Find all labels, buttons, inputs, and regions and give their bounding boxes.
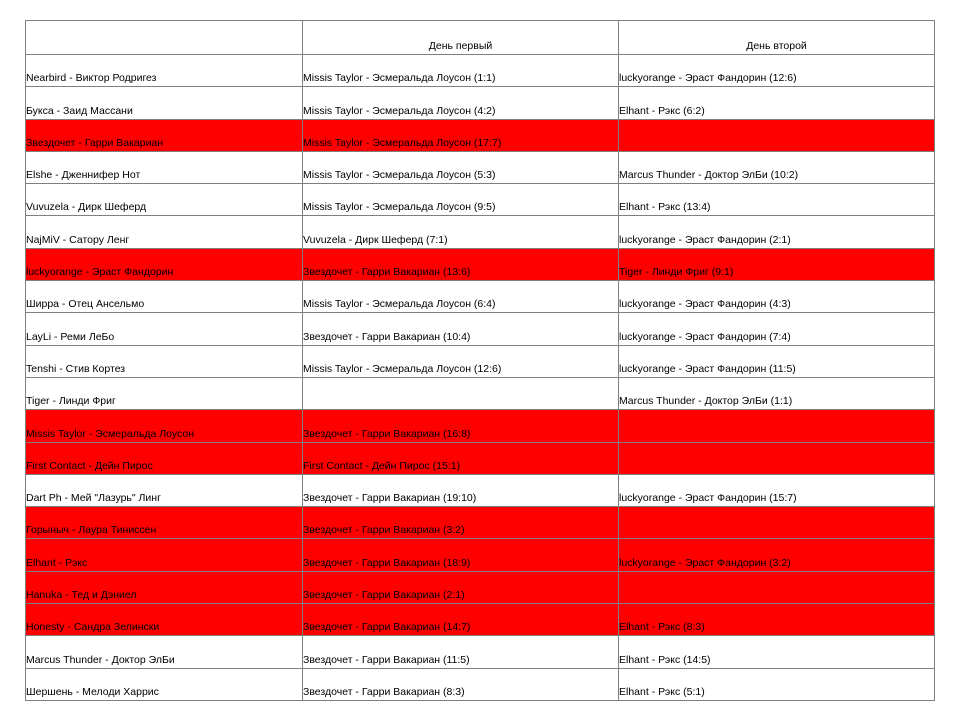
table-row-highlighted — [26, 119, 935, 151]
table-row — [26, 281, 935, 313]
day-two-cell: luckyorange - Эраст Фандорин (4:3) — [619, 281, 935, 313]
schedule-table — [25, 20, 935, 701]
table-row — [26, 313, 935, 345]
table-row-highlighted — [26, 410, 935, 442]
day-two-cell: Elhant - Рэкс (14:5) — [619, 636, 935, 668]
day-one-cell: Звездочет - Гарри Вакариан (18:9) — [303, 539, 619, 571]
day-one-cell: Missis Taylor - Эсмеральда Лоусон (6:4) — [303, 281, 619, 313]
player-cell: Honesty - Сандра Зелински — [26, 604, 303, 636]
header-row — [26, 21, 935, 55]
player-cell: Hanuka - Тед и Дэниел — [26, 571, 303, 603]
table-row-highlighted — [26, 248, 935, 280]
player-cell: NajMiV - Сатору Ленг — [26, 216, 303, 248]
day-two-cell: luckyorange - Эраст Фандорин (15:7) — [619, 474, 935, 506]
day-two-cell: Marcus Thunder - Доктор ЭлБи (1:1) — [619, 377, 935, 409]
table-row — [26, 151, 935, 183]
day-two-cell — [619, 571, 935, 603]
player-cell: LayLi - Реми ЛеБо — [26, 313, 303, 345]
day-one-cell: Missis Taylor - Эсмеральда Лоусон (9:5) — [303, 184, 619, 216]
player-cell: Горыныч - Лаура Тиниссен — [26, 507, 303, 539]
day-two-cell: Tiger - Линди Фриг (9:1) — [619, 248, 935, 280]
day-two-cell — [619, 410, 935, 442]
day-one-cell: Звездочет - Гарри Вакариан (11:5) — [303, 636, 619, 668]
day-two-cell: Marcus Thunder - Доктор ЭлБи (10:2) — [619, 151, 935, 183]
player-cell: Звездочет - Гарри Вакариан — [26, 119, 303, 151]
day-one-cell: Звездочет - Гарри Вакариан (3:2) — [303, 507, 619, 539]
day-two-cell: Elhant - Рэкс (6:2) — [619, 87, 935, 119]
table-row — [26, 216, 935, 248]
table-row — [26, 474, 935, 506]
day-one-cell: Звездочет - Гарри Вакариан (14:7) — [303, 604, 619, 636]
header-cell-player — [26, 21, 303, 55]
player-cell: Elshe - Дженнифер Нот — [26, 151, 303, 183]
day-one-cell: Missis Taylor - Эсмеральда Лоусон (17:7) — [303, 119, 619, 151]
player-cell: luckyorange - Эраст Фандорин — [26, 248, 303, 280]
table-row — [26, 55, 935, 87]
day-two-cell — [619, 442, 935, 474]
day-one-cell: Звездочет - Гарри Вакариан (19:10) — [303, 474, 619, 506]
schedule-table-body — [26, 21, 935, 701]
day-one-cell: Звездочет - Гарри Вакариан (16:8) — [303, 410, 619, 442]
player-cell: First Contact - Дейн Пирос — [26, 442, 303, 474]
day-two-cell: Elhant - Рэкс (13:4) — [619, 184, 935, 216]
day-one-cell: Missis Taylor - Эсмеральда Лоусон (1:1) — [303, 55, 619, 87]
player-cell: Tiger - Линди Фриг — [26, 377, 303, 409]
table-row-highlighted — [26, 604, 935, 636]
day-two-cell: luckyorange - Эраст Фандорин (12:6) — [619, 55, 935, 87]
day-one-cell: Звездочет - Гарри Вакариан (10:4) — [303, 313, 619, 345]
player-cell: Nearbird - Виктор Родригез — [26, 55, 303, 87]
table-row — [26, 87, 935, 119]
player-cell: Ширра - Отец Ансельмо — [26, 281, 303, 313]
table-row-highlighted — [26, 571, 935, 603]
table-row — [26, 345, 935, 377]
day-one-cell: Звездочет - Гарри Вакариан (8:3) — [303, 668, 619, 700]
day-two-cell — [619, 119, 935, 151]
day-two-cell: luckyorange - Эраст Фандорин (7:4) — [619, 313, 935, 345]
table-row — [26, 668, 935, 700]
table-row — [26, 377, 935, 409]
day-one-cell: First Contact - Дейн Пирос (15:1) — [303, 442, 619, 474]
table-row — [26, 184, 935, 216]
player-cell: Шершень - Мелоди Харрис — [26, 668, 303, 700]
header-cell-day-two: День второй — [619, 21, 935, 55]
day-two-cell: Elhant - Рэкс (8:3) — [619, 604, 935, 636]
table-row-highlighted — [26, 442, 935, 474]
day-two-cell: luckyorange - Эраст Фандорин (2:1) — [619, 216, 935, 248]
player-cell: Elhant - Рэкс — [26, 539, 303, 571]
table-row — [26, 636, 935, 668]
day-one-cell: Missis Taylor - Эсмеральда Лоусон (5:3) — [303, 151, 619, 183]
table-row-highlighted — [26, 539, 935, 571]
table-row-highlighted — [26, 507, 935, 539]
day-one-cell: Vuvuzela - Дирк Шеферд (7:1) — [303, 216, 619, 248]
player-cell: Missis Taylor - Эсмеральда Лоусон — [26, 410, 303, 442]
day-two-cell: luckyorange - Эраст Фандорин (11:5) — [619, 345, 935, 377]
header-cell-day-one: День первый — [303, 21, 619, 55]
player-cell: Tenshi - Стив Кортез — [26, 345, 303, 377]
day-one-cell: Звездочет - Гарри Вакариан (13:6) — [303, 248, 619, 280]
day-one-cell: Missis Taylor - Эсмеральда Лоусон (4:2) — [303, 87, 619, 119]
day-two-cell: Elhant - Рэкс (5:1) — [619, 668, 935, 700]
day-one-cell: Missis Taylor - Эсмеральда Лоусон (12:6) — [303, 345, 619, 377]
day-two-cell — [619, 507, 935, 539]
player-cell: Букса - Заид Массани — [26, 87, 303, 119]
day-one-cell: Звездочет - Гарри Вакариан (2:1) — [303, 571, 619, 603]
day-two-cell: luckyorange - Эраст Фандорин (3:2) — [619, 539, 935, 571]
day-one-cell — [303, 377, 619, 409]
player-cell: Marcus Thunder - Доктор ЭлБи — [26, 636, 303, 668]
player-cell: Vuvuzela - Дирк Шеферд — [26, 184, 303, 216]
player-cell: Dart Ph - Мей "Лазурь" Линг — [26, 474, 303, 506]
